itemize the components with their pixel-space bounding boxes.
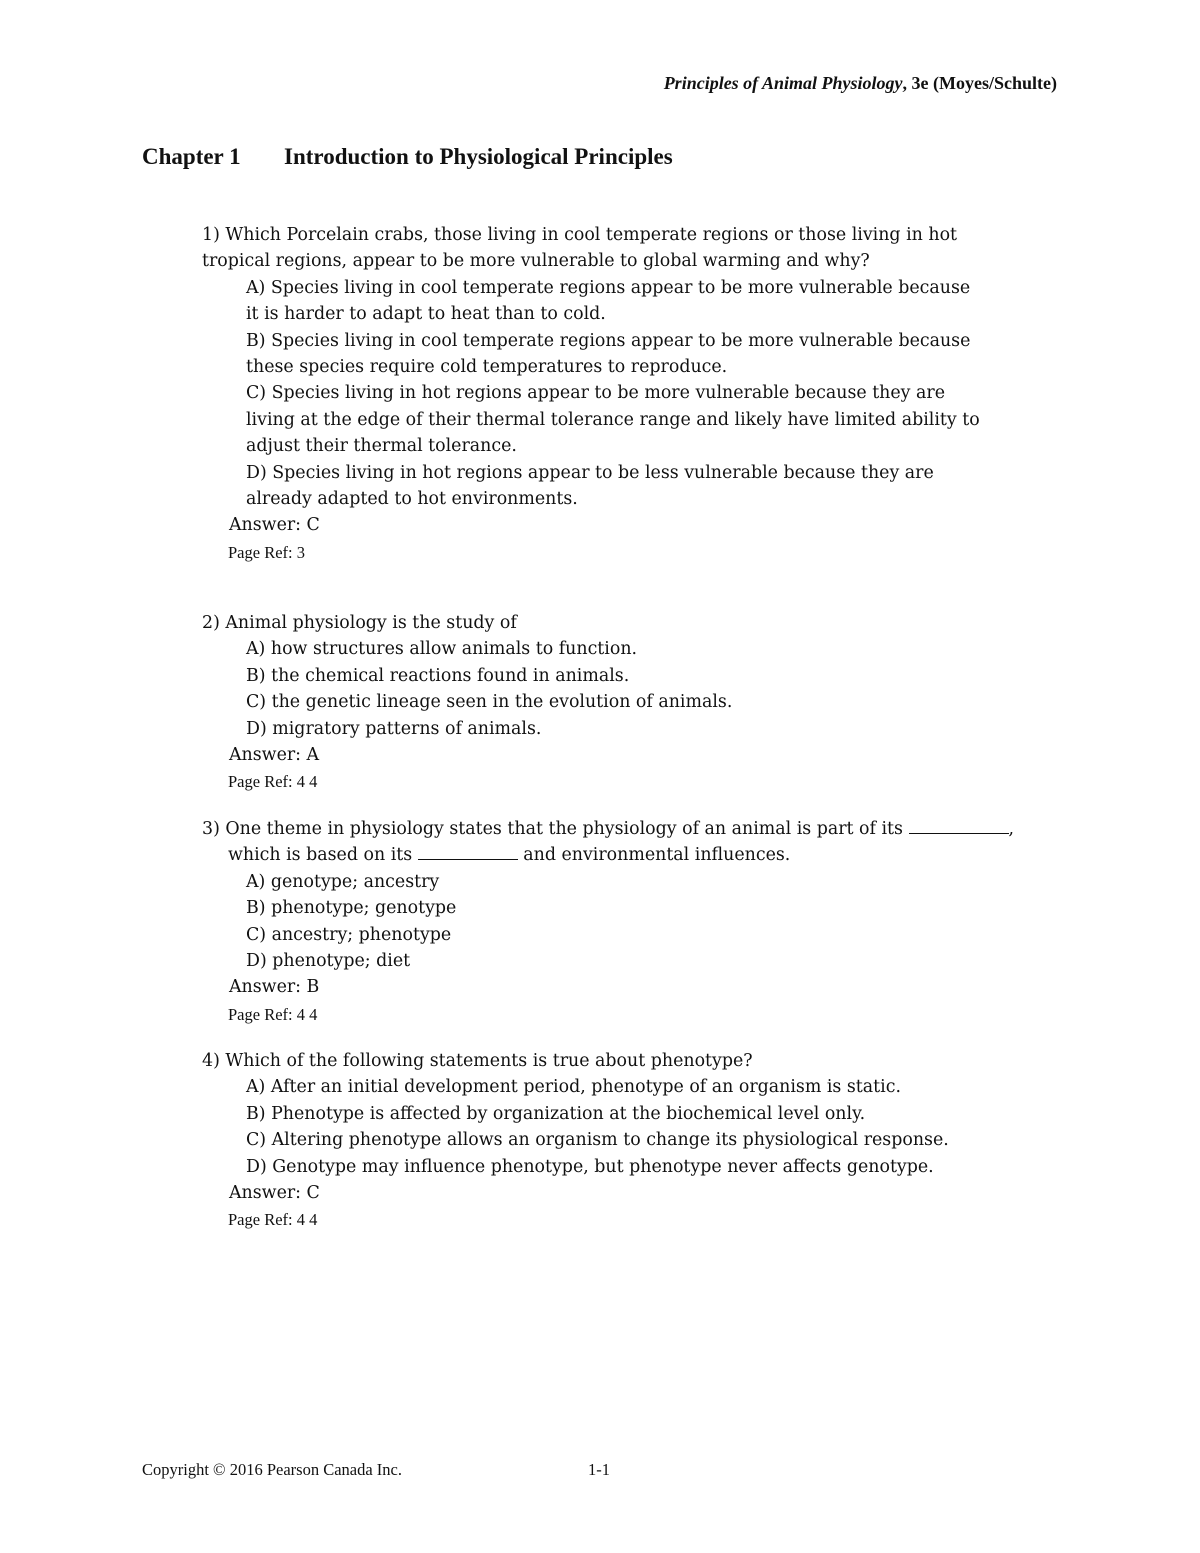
question-stem: 4) Which of the following statements is true about phenotype? — [202, 1051, 753, 1071]
answer-blank-2 — [418, 843, 518, 860]
option-b: B) Phenotype is affected by organization at the biochemical level only. — [246, 1103, 866, 1124]
question-stem: 2) Animal physiology is the study of — [202, 613, 517, 633]
question-3 — [202, 816, 1022, 1027]
option-a: A) Species living in cool temperate regions appear to be more vulnerable because it is harder to adapt to heat than to cold. — [246, 277, 971, 325]
answer: Answer: B — [229, 977, 320, 998]
edition-authors: , 3e (Moyes/Schulte) — [902, 73, 1057, 93]
option-a: A) After an initial development period, phenotype of an organism is static. — [246, 1077, 901, 1098]
option-d: D) Species living in hot regions appear to be less vulnerable because they are already adapted to hot environments. — [246, 462, 934, 510]
question-1 — [202, 222, 1022, 565]
option-d: D) Genotype may influence phenotype, but phenotype never affects genotype. — [246, 1156, 934, 1177]
option-c: C) ancestry; phenotype — [246, 924, 452, 945]
page-ref: Page Ref: 4 4 — [228, 1210, 318, 1230]
answer: Answer: A — [229, 745, 320, 766]
chapter-heading — [142, 144, 673, 170]
stem-text-1: 3) One theme in physiology states that the physiology of an animal is part of its — [202, 819, 903, 839]
stem-text-3: which is based on its — [228, 845, 413, 866]
option-b: B) phenotype; genotype — [246, 898, 457, 919]
page-ref: Page Ref: 3 — [228, 542, 305, 562]
stem-text-4: and environmental influences. — [523, 845, 791, 866]
page-ref: Page Ref: 4 4 — [228, 1004, 318, 1024]
stem-text-2: , — [1008, 819, 1015, 839]
option-b: B) Species living in cool temperate regions appear to be more vulnerable because these species require cold temperatures to reproduce. — [246, 330, 971, 378]
option-c: C) the genetic lineage seen in the evolution of animals. — [246, 692, 733, 713]
option-d: D) migratory patterns of animals. — [246, 718, 542, 739]
answer: Answer: C — [229, 515, 320, 536]
option-b: B) the chemical reactions found in animals. — [246, 665, 630, 686]
option-c: C) Altering phenotype allows an organism to change its physiological response. — [246, 1130, 949, 1151]
option-d: D) phenotype; diet — [246, 951, 411, 972]
answer: Answer: C — [229, 1183, 320, 1204]
chapter-label: Chapter 1 — [142, 144, 241, 169]
footer-page-number: 1-1 — [588, 1460, 610, 1479]
option-c: C) Species living in hot regions appear to be more vulnerable because they are living at the edge of their thermal tolerance range and likely have limited ability to adjust their thermal tolerance. — [246, 383, 980, 457]
running-header — [664, 73, 1057, 94]
answer-blank-1 — [909, 817, 1009, 834]
book-title: Principles of Animal Physiology — [663, 73, 903, 93]
question-stem — [202, 816, 1022, 869]
option-a: A) how structures allow animals to function. — [246, 639, 638, 660]
question-4 — [202, 1048, 1022, 1232]
question-2 — [202, 610, 1022, 794]
question-stem: 1) Which Porcelain crabs, those living in cool temperate regions or those living in hot tropical regions, appear to be more vulnerable to global warming and why? — [202, 225, 958, 272]
page-ref: Page Ref: 4 4 — [228, 772, 318, 792]
option-a: A) genotype; ancestry — [246, 871, 440, 892]
footer-copyright: Copyright © 2016 Pearson Canada Inc. — [142, 1460, 402, 1479]
chapter-title: Introduction to Physiological Principles — [284, 144, 673, 169]
